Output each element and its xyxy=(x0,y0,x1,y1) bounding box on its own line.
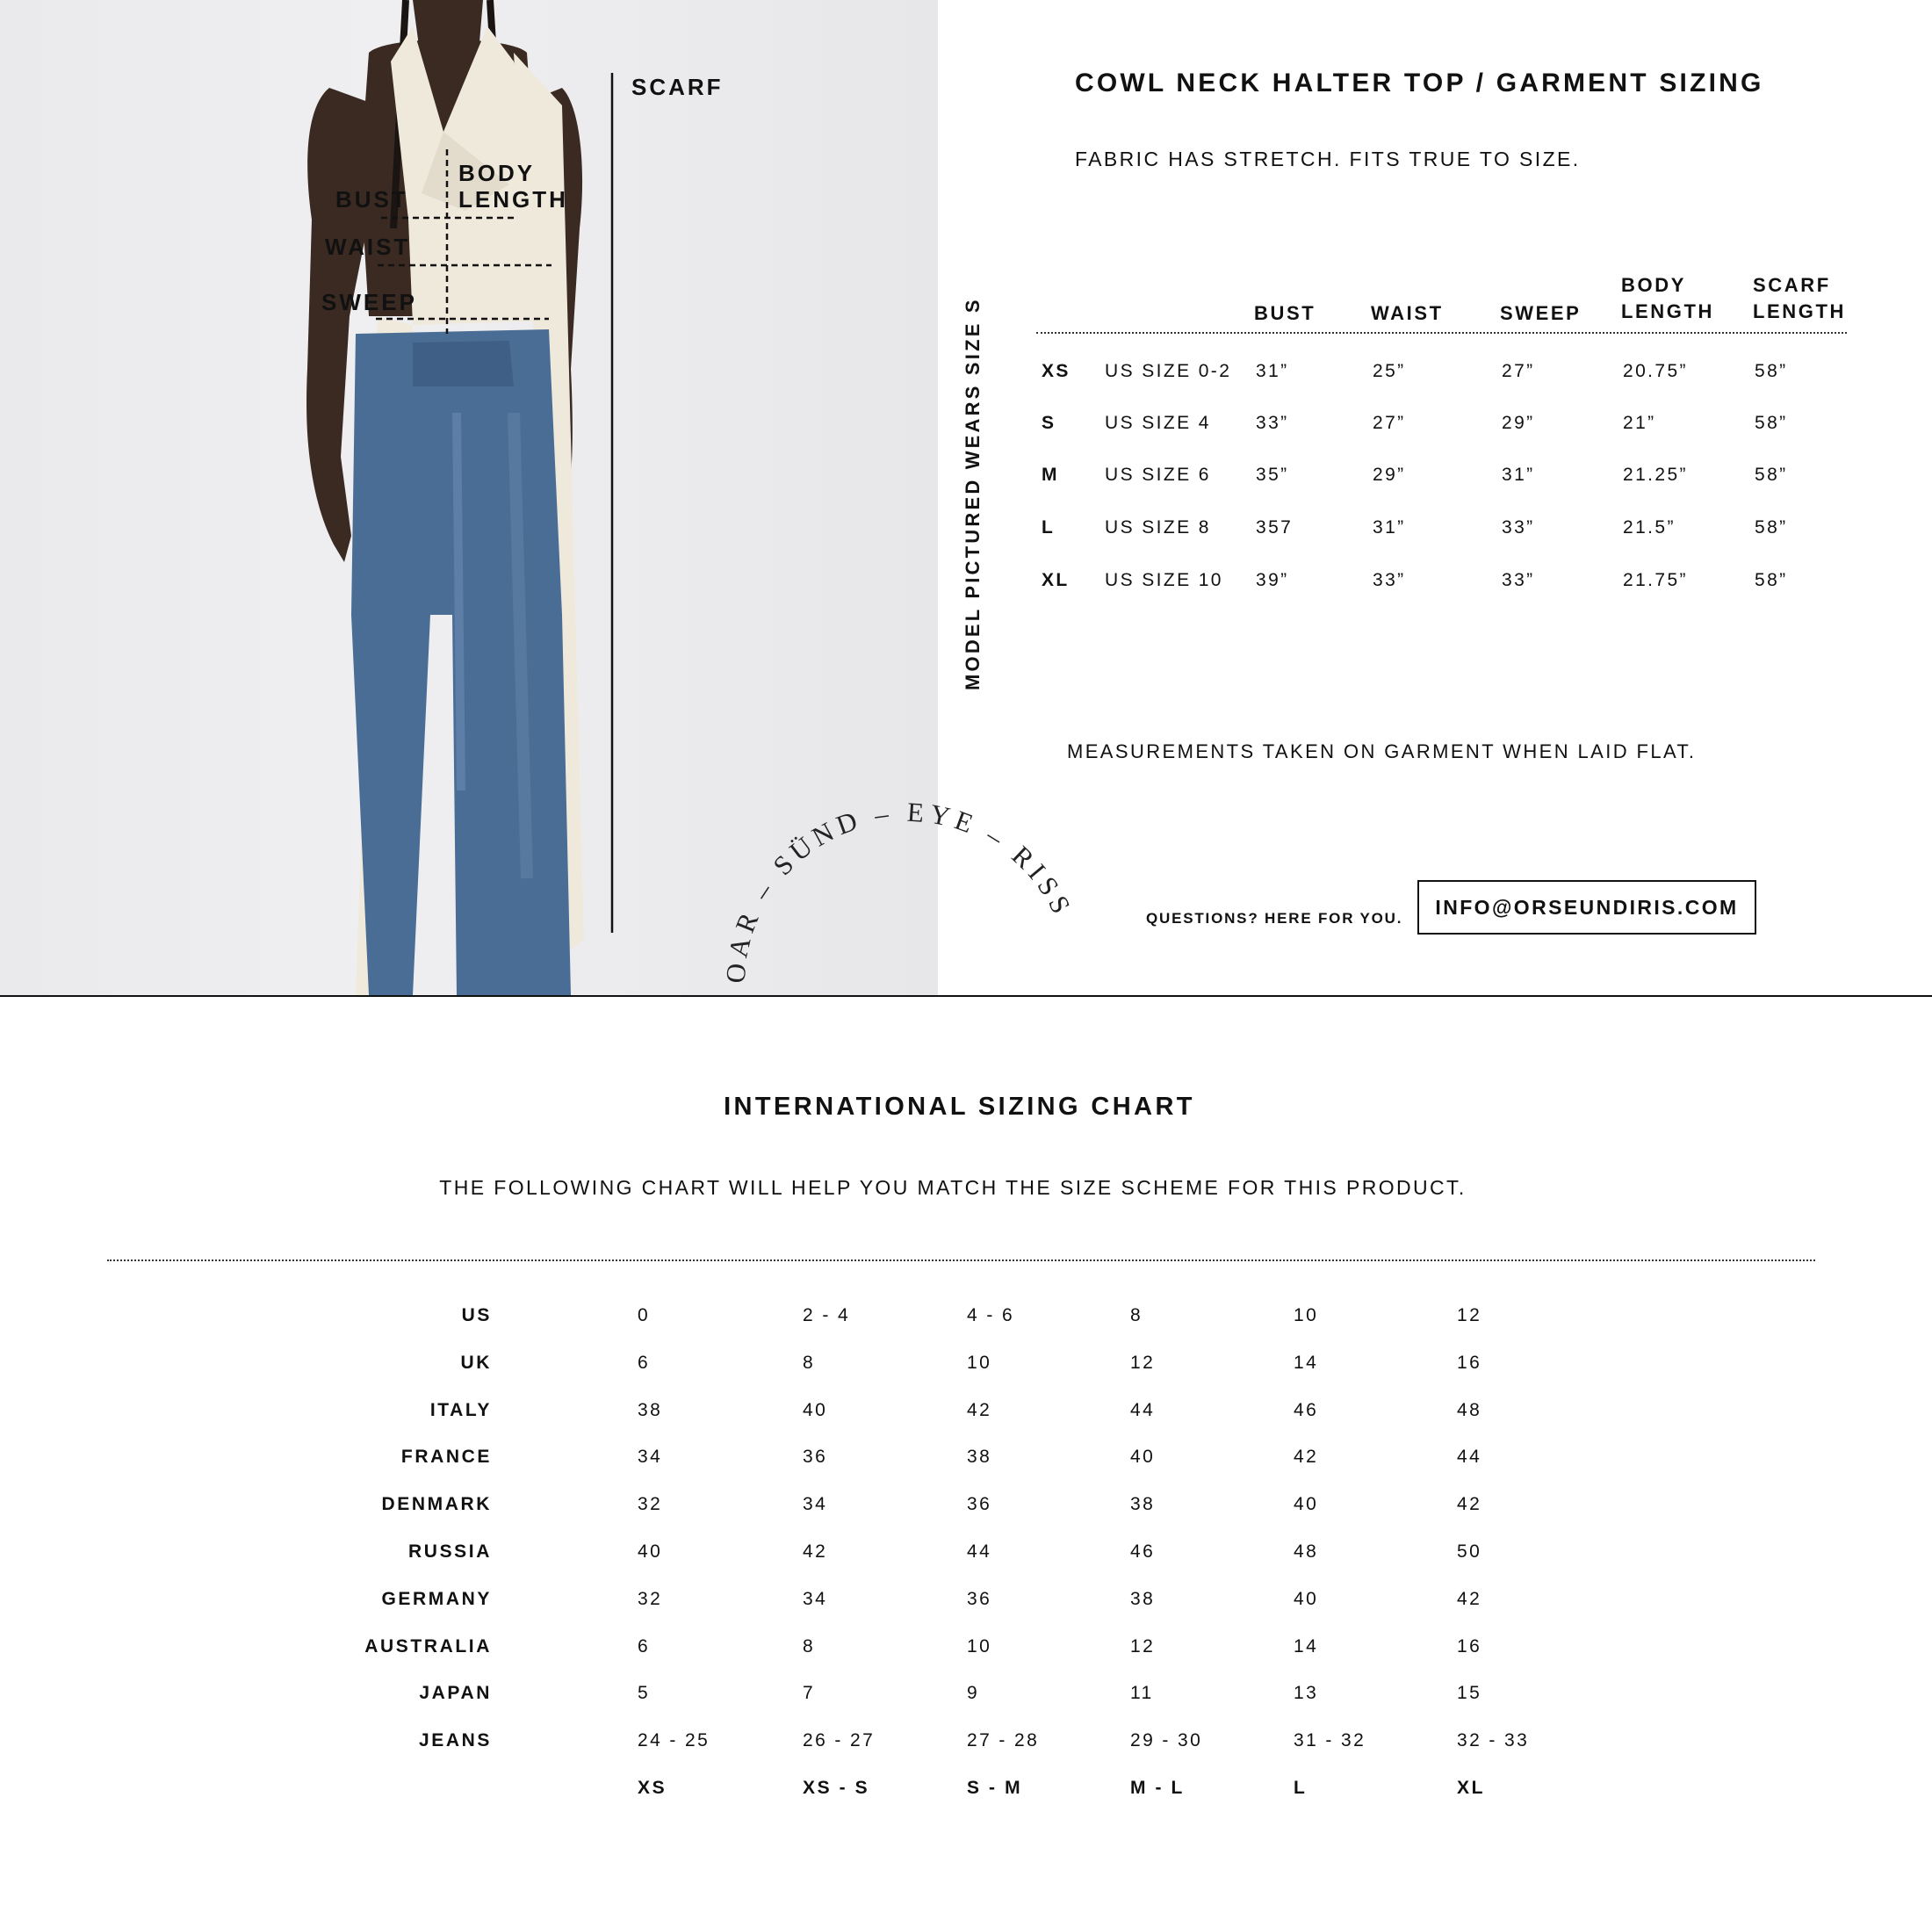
international-size-cell: 38 xyxy=(1130,1494,1156,1514)
garment-measurement-cell: 29” xyxy=(1502,413,1535,433)
garment-table-divider xyxy=(1036,332,1847,334)
international-size-cell: 11 xyxy=(1130,1683,1154,1703)
international-size-cell: 42 xyxy=(1457,1589,1482,1609)
international-size-cell: 2 - 4 xyxy=(803,1305,851,1325)
international-size-cell: 44 xyxy=(1130,1400,1156,1420)
international-size-cell: 14 xyxy=(1294,1636,1319,1657)
international-size-cell: 8 xyxy=(803,1636,816,1657)
international-size-cell: 36 xyxy=(967,1589,992,1609)
international-size-cell: 10 xyxy=(967,1353,992,1373)
garment-measurement-cell: 39” xyxy=(1256,570,1289,590)
garment-measurement-cell: 31” xyxy=(1373,517,1406,538)
international-size-cell: 36 xyxy=(967,1494,992,1514)
international-size-cell: 44 xyxy=(1457,1447,1482,1467)
international-size-cell: 40 xyxy=(1130,1447,1156,1467)
international-size-cell: 46 xyxy=(1130,1541,1156,1562)
international-size-cell: 34 xyxy=(638,1447,663,1467)
international-size-cell: 42 xyxy=(1457,1494,1482,1514)
international-size-cell: 7 xyxy=(803,1683,816,1703)
international-size-cell: 10 xyxy=(1294,1305,1319,1325)
international-country-label: ITALY xyxy=(429,1400,492,1420)
international-size-cell: 38 xyxy=(638,1400,663,1420)
garment-us-size: US SIZE 6 xyxy=(1105,465,1211,485)
international-size-cell: 34 xyxy=(803,1494,828,1514)
waist-label: WAIST xyxy=(325,234,411,260)
international-size-cell: 29 - 30 xyxy=(1130,1730,1203,1750)
garment-measurement-cell: 58” xyxy=(1755,517,1788,538)
international-country-label: RUSSIA xyxy=(408,1541,492,1562)
garment-measurement-cell: 20.75” xyxy=(1623,361,1688,381)
international-size-cell: 24 - 25 xyxy=(638,1730,710,1750)
international-size-cell: 42 xyxy=(1294,1447,1319,1467)
international-size-cell: 44 xyxy=(967,1541,992,1562)
garment-measurement-cell: 58” xyxy=(1755,570,1788,590)
garment-size-code: S xyxy=(1042,413,1056,433)
international-country-label: JEANS xyxy=(418,1730,492,1750)
international-size-cell: 14 xyxy=(1294,1353,1319,1373)
international-table-divider xyxy=(107,1260,1815,1261)
questions-label: QUESTIONS? HERE FOR YOU. xyxy=(1146,910,1403,927)
garment-measurement-cell: 31” xyxy=(1256,361,1289,381)
international-size-cell: 32 xyxy=(638,1589,663,1609)
international-letter-size: XS - S xyxy=(803,1778,870,1798)
international-size-cell: 31 - 32 xyxy=(1294,1730,1366,1750)
international-size-cell: 42 xyxy=(803,1541,828,1562)
international-size-cell: 48 xyxy=(1457,1400,1482,1420)
international-size-cell: 26 - 27 xyxy=(803,1730,876,1750)
garment-column-header: WAIST xyxy=(1371,302,1444,324)
international-size-cell: 40 xyxy=(1294,1589,1319,1609)
international-size-cell: 40 xyxy=(638,1541,663,1562)
international-size-cell: 38 xyxy=(1130,1589,1156,1609)
international-size-cell: 9 xyxy=(967,1683,980,1703)
garment-measurement-cell: 21.5” xyxy=(1623,517,1676,538)
international-size-cell: 34 xyxy=(803,1589,828,1609)
garment-measurement-cell: 25” xyxy=(1373,361,1406,381)
international-country-label: FRANCE xyxy=(400,1447,492,1467)
garment-us-size: US SIZE 0-2 xyxy=(1105,361,1232,381)
international-size-cell: 8 xyxy=(1130,1305,1143,1325)
sweep-label: SWEEP xyxy=(321,289,417,315)
international-country-label: GERMANY xyxy=(381,1589,492,1609)
international-country-label: AUSTRALIA xyxy=(364,1636,492,1657)
international-size-cell: 50 xyxy=(1457,1541,1482,1562)
international-letter-size: S - M xyxy=(967,1778,1023,1798)
model-size-note: MODEL PICTURED WEARS SIZE S xyxy=(962,297,984,690)
international-size-cell: 32 - 33 xyxy=(1457,1730,1530,1750)
international-size-cell: 12 xyxy=(1457,1305,1482,1325)
international-country-label: US xyxy=(461,1305,492,1325)
garment-measurement-cell: 58” xyxy=(1755,413,1788,433)
international-size-cell: 36 xyxy=(803,1447,828,1467)
international-size-cell: 46 xyxy=(1294,1400,1319,1420)
international-size-cell: 12 xyxy=(1130,1353,1156,1373)
international-size-cell: 40 xyxy=(803,1400,828,1420)
contact-email-button[interactable]: INFO@ORSEUNDIRIS.COM xyxy=(1417,880,1756,935)
international-size-cell: 5 xyxy=(638,1683,651,1703)
garment-measurement-cell: 58” xyxy=(1755,465,1788,485)
international-size-cell: 13 xyxy=(1294,1683,1319,1703)
garment-measurement-cell: 33” xyxy=(1502,517,1535,538)
international-size-cell: 32 xyxy=(638,1494,663,1514)
garment-column-header: SWEEP xyxy=(1500,302,1582,324)
brand-arc-logo xyxy=(718,786,1087,997)
international-letter-size: XS xyxy=(638,1778,667,1798)
international-size-cell: 38 xyxy=(967,1447,992,1467)
garment-us-size: US SIZE 8 xyxy=(1105,517,1211,538)
international-size-cell: 12 xyxy=(1130,1636,1156,1657)
garment-size-code: XS xyxy=(1042,361,1071,381)
body-length-label: BODY LENGTH xyxy=(458,160,568,213)
international-size-cell: 16 xyxy=(1457,1353,1482,1373)
section-divider xyxy=(0,995,1932,997)
international-letter-size: M - L xyxy=(1130,1778,1185,1798)
international-sizing-title: INTERNATIONAL SIZING CHART xyxy=(724,1093,1195,1121)
brand-arc-text: OAR – SÜND – EYE – RISS xyxy=(719,796,1079,985)
garment-measurement-cell: 21.25” xyxy=(1623,465,1688,485)
garment-measurement-cell: 33” xyxy=(1502,570,1535,590)
svg-text:OAR – SÜND – EYE – RISS xyxy=(720,797,1079,985)
garment-size-code: L xyxy=(1042,517,1056,538)
garment-measurement-cell: 31” xyxy=(1502,465,1535,485)
garment-sizing-title: COWL NECK HALTER TOP / GARMENT SIZING xyxy=(1075,69,1764,97)
garment-measurement-cell: 29” xyxy=(1373,465,1406,485)
bust-label: BUST xyxy=(335,186,408,213)
garment-size-code: M xyxy=(1042,465,1059,485)
garment-size-code: XL xyxy=(1042,570,1070,590)
international-sizing-subtitle: THE FOLLOWING CHART WILL HELP YOU MATCH THE SIZE SCHEME FOR THIS PRODUCT. xyxy=(439,1176,1467,1199)
international-size-cell: 16 xyxy=(1457,1636,1482,1657)
garment-measurement-cell: 357 xyxy=(1256,517,1294,538)
garment-measurement-cell: 35” xyxy=(1256,465,1289,485)
international-size-cell: 40 xyxy=(1294,1494,1319,1514)
international-letter-size: XL xyxy=(1457,1778,1486,1798)
international-size-cell: 0 xyxy=(638,1305,651,1325)
garment-column-header: SCARF LENGTH xyxy=(1753,274,1847,322)
international-size-cell: 8 xyxy=(803,1353,816,1373)
international-size-cell: 6 xyxy=(638,1636,651,1657)
garment-measurement-cell: 21.75” xyxy=(1623,570,1688,590)
international-size-cell: 10 xyxy=(967,1636,992,1657)
international-country-label: JAPAN xyxy=(419,1683,492,1703)
scarf-label: SCARF xyxy=(631,74,724,100)
garment-measurement-cell: 58” xyxy=(1755,361,1788,381)
international-country-label: UK xyxy=(460,1353,492,1373)
international-size-cell: 48 xyxy=(1294,1541,1319,1562)
international-size-cell: 6 xyxy=(638,1353,651,1373)
international-country-label: DENMARK xyxy=(381,1494,492,1514)
international-size-cell: 42 xyxy=(967,1400,992,1420)
international-letter-size: L xyxy=(1294,1778,1308,1798)
garment-column-header: BODY LENGTH xyxy=(1621,274,1715,322)
garment-us-size: US SIZE 10 xyxy=(1105,570,1223,590)
garment-measurement-cell: 33” xyxy=(1256,413,1289,433)
international-size-cell: 27 - 28 xyxy=(967,1730,1040,1750)
garment-measurement-cell: 33” xyxy=(1373,570,1406,590)
garment-us-size: US SIZE 4 xyxy=(1105,413,1211,433)
international-size-cell: 15 xyxy=(1457,1683,1482,1703)
garment-measurement-cell: 27” xyxy=(1373,413,1406,433)
garment-measurement-cell: 21” xyxy=(1623,413,1656,433)
garment-measurement-cell: 27” xyxy=(1502,361,1535,381)
garment-column-header: BUST xyxy=(1254,302,1316,324)
laid-flat-note: MEASUREMENTS TAKEN ON GARMENT WHEN LAID FLAT. xyxy=(1067,740,1697,762)
international-size-cell: 4 - 6 xyxy=(967,1305,1015,1325)
fabric-note: FABRIC HAS STRETCH. FITS TRUE TO SIZE. xyxy=(1075,148,1581,170)
